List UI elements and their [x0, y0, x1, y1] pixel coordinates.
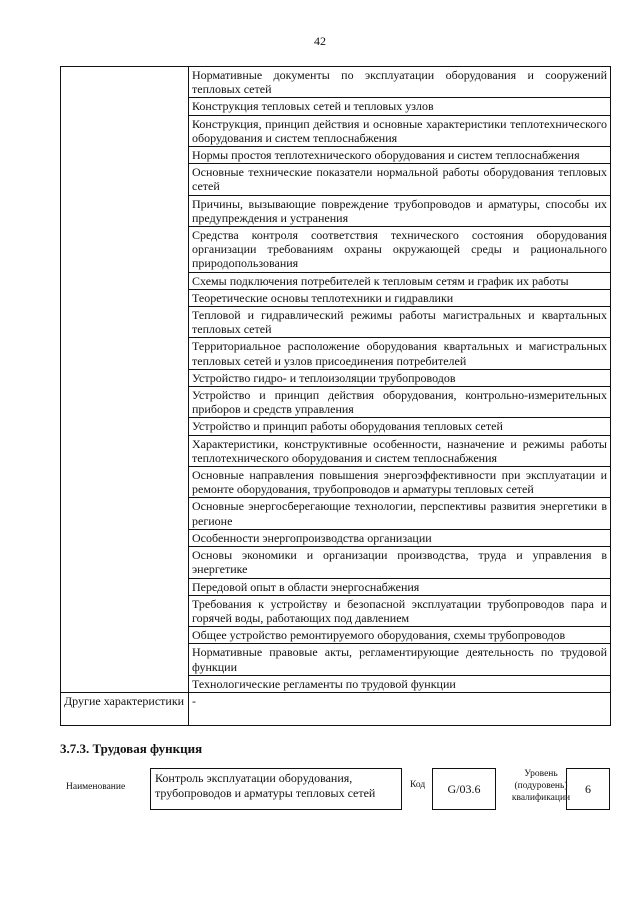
knowledge-item: Нормативные документы по эксплуатации оборудования и сооружений тепловых сетей [189, 67, 611, 98]
knowledge-item: Устройство и принцип работы оборудования тепловых сетей [189, 418, 611, 435]
other-characteristics-label: Другие характеристики [61, 692, 189, 725]
knowledge-item: Территориальное расположение оборудования квартальных и магистральных тепловых сетей и узлов присоединения потребителей [189, 338, 611, 369]
name-label: Наименование [66, 782, 126, 792]
section-title: 3.7.3. Трудовая функция [60, 741, 203, 756]
knowledge-item: Требования к устройству и безопасной эксплуатации трубопроводов пара и горячей воды, работающих под давлением [189, 595, 611, 626]
knowledge-item: Основные энергосберегающие технологии, перспективы развития энергетики в регионе [189, 498, 611, 529]
level-value-box: 6 [566, 768, 610, 810]
knowledge-item: Основные технические показатели нормальной работы оборудования тепловых сетей [189, 164, 611, 195]
knowledge-item: Тепловой и гидравлический режимы работы магистральных и квартальных тепловых сетей [189, 307, 611, 338]
knowledge-item: Основные направления повышения энергоэффективности при эксплуатации и ремонте оборудования, трубопроводов и арматуры тепловых сетей [189, 467, 611, 498]
knowledge-item: Нормативные правовые акты, регламентирующие деятельность по трудовой функции [189, 644, 611, 675]
knowledge-item: Средства контроля соответствия технического состояния оборудования организации требованиям охраны окружающей среды и рационального природопользования [189, 227, 611, 273]
knowledge-item: Причины, вызывающие повреждение трубопроводов и арматуры, способы их предупреждения и устранения [189, 195, 611, 226]
table-row [61, 67, 611, 98]
labor-function-header [60, 768, 610, 812]
knowledge-item: Конструкция тепловых сетей и тепловых узлов [189, 98, 611, 115]
other-characteristics-value: - [189, 692, 611, 725]
knowledge-table [60, 66, 611, 726]
knowledge-item: Передовой опыт в области энергоснабжения [189, 578, 611, 595]
knowledge-item: Схемы подключения потребителей к тепловым сетям и график их работы [189, 272, 611, 289]
knowledge-label-cell [61, 67, 189, 693]
code-label: Код [410, 780, 426, 790]
knowledge-item: Технологические регламенты по трудовой функции [189, 675, 611, 692]
code-value-box: G/03.6 [432, 768, 496, 810]
knowledge-item: Устройство гидро- и теплоизоляции трубопроводов [189, 369, 611, 386]
level-label: Уровень (подуровень) квалификации [511, 769, 571, 803]
knowledge-item: Характеристики, конструктивные особенности, назначение и режимы работы теплотехнического оборудования и систем теплоснабжения [189, 435, 611, 466]
knowledge-item: Общее устройство ремонтируемого оборудования, схемы трубопроводов [189, 627, 611, 644]
knowledge-item: Нормы простоя теплотехнического оборудования и систем теплоснабжения [189, 147, 611, 164]
knowledge-item: Устройство и принцип действия оборудования, контрольно-измерительных приборов и средств управления [189, 387, 611, 418]
page-number: 42 [314, 34, 326, 48]
knowledge-item: Основы экономики и организации производства, труда и управления в энергетике [189, 547, 611, 578]
function-name-box: Контроль эксплуатации оборудования, трубопроводов и арматуры тепловых сетей [150, 768, 402, 810]
knowledge-item: Особенности энергопроизводства организации [189, 529, 611, 546]
table-row [61, 692, 611, 725]
knowledge-item: Конструкция, принцип действия и основные характеристики теплотехнического оборудования и систем теплоснабжения [189, 115, 611, 146]
knowledge-item: Теоретические основы теплотехники и гидравлики [189, 289, 611, 306]
